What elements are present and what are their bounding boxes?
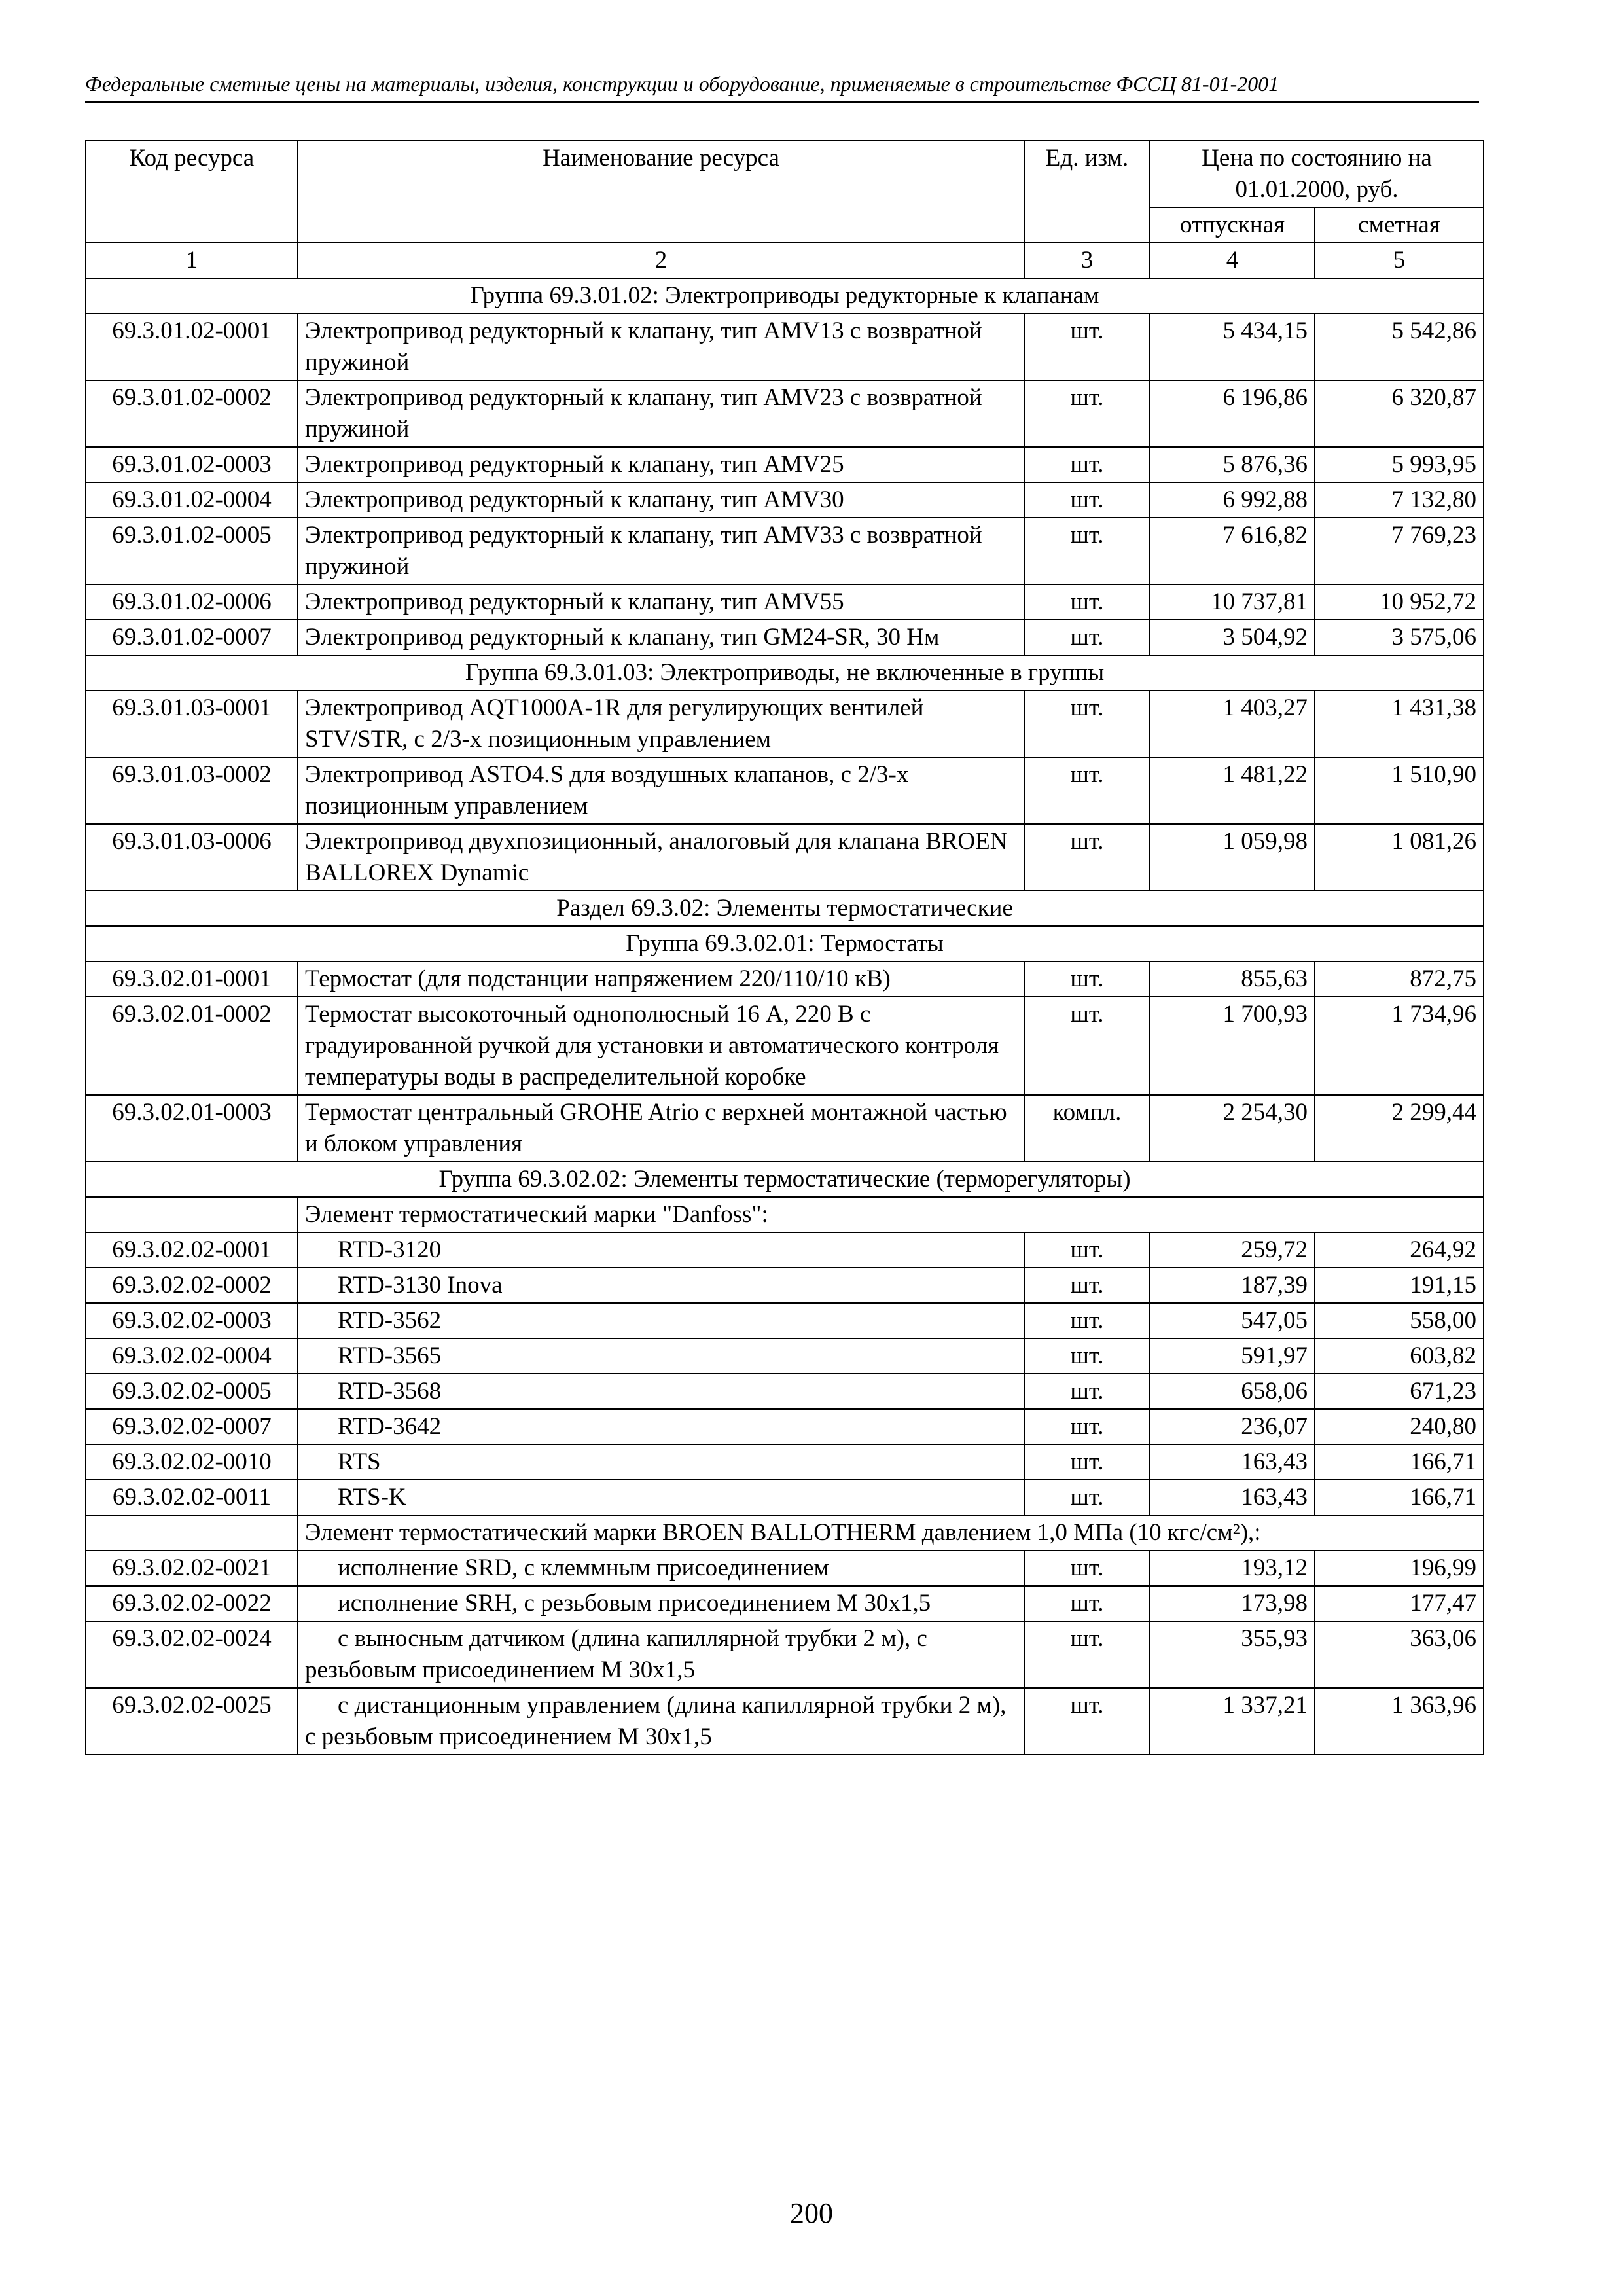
estimate-price: 2 299,44 xyxy=(1315,1095,1484,1162)
group-heading: Группа 69.3.02.01: Термостаты xyxy=(86,926,1484,961)
unit-cell: шт. xyxy=(1024,961,1150,997)
table-row xyxy=(86,824,1484,891)
estimate-price: 5 993,95 xyxy=(1315,447,1484,482)
resource-code: 69.3.02.02-0004 xyxy=(86,1338,298,1374)
unit-cell: шт. xyxy=(1024,314,1150,380)
table-row xyxy=(86,1444,1484,1480)
table-row xyxy=(86,1688,1484,1755)
subheading-row xyxy=(86,1197,1484,1232)
resource-code: 69.3.01.03-0001 xyxy=(86,691,298,757)
resource-name: Термостат (для подстанции напряжением 220/110/10 кВ) xyxy=(298,961,1024,997)
estimate-price: 1 734,96 xyxy=(1315,997,1484,1095)
unit-cell: шт. xyxy=(1024,518,1150,584)
release-price: 2 254,30 xyxy=(1150,1095,1315,1162)
resource-code: 69.3.02.01-0003 xyxy=(86,1095,298,1162)
unit-cell: шт. xyxy=(1024,447,1150,482)
group-heading: Раздел 69.3.02: Элементы термостатические xyxy=(86,891,1484,926)
empty-cell xyxy=(86,1197,298,1232)
subheading: Элемент термостатический марки "Danfoss": xyxy=(298,1197,1484,1232)
table-row xyxy=(86,1095,1484,1162)
estimate-price: 671,23 xyxy=(1315,1374,1484,1409)
resource-code: 69.3.01.02-0005 xyxy=(86,518,298,584)
estimate-price: 1 431,38 xyxy=(1315,691,1484,757)
column-header-code: Код ресурса xyxy=(86,141,298,243)
page-number: 200 xyxy=(790,2197,833,2229)
estimate-price: 166,71 xyxy=(1315,1480,1484,1515)
table-row xyxy=(86,380,1484,447)
group-heading-row xyxy=(86,278,1484,314)
release-price: 1 403,27 xyxy=(1150,691,1315,757)
estimate-price: 7 769,23 xyxy=(1315,518,1484,584)
release-price: 6 196,86 xyxy=(1150,380,1315,447)
group-heading: Группа 69.3.01.02: Электроприводы редукторные к клапанам xyxy=(86,278,1484,314)
resource-code: 69.3.01.02-0006 xyxy=(86,584,298,620)
empty-cell xyxy=(86,1515,298,1551)
table-row xyxy=(86,1621,1484,1688)
resource-code: 69.3.02.02-0007 xyxy=(86,1409,298,1444)
resource-code: 69.3.02.02-0001 xyxy=(86,1232,298,1268)
table-row xyxy=(86,961,1484,997)
column-number: 4 xyxy=(1150,243,1315,278)
release-price: 5 876,36 xyxy=(1150,447,1315,482)
table-row xyxy=(86,997,1484,1095)
resource-code: 69.3.02.01-0002 xyxy=(86,997,298,1095)
column-number: 5 xyxy=(1315,243,1484,278)
release-price: 163,43 xyxy=(1150,1444,1315,1480)
resource-code: 69.3.02.02-0021 xyxy=(86,1551,298,1586)
release-price: 173,98 xyxy=(1150,1586,1315,1621)
table-row xyxy=(86,447,1484,482)
resource-name: Электропривод ASTO4.S для воздушных клапанов, с 2/3-х позиционным управлением xyxy=(298,757,1024,824)
resource-name: RTD-3568 xyxy=(298,1374,1024,1409)
resource-name: Электропривод редукторный к клапану, тип AMV13 с возвратной пружиной xyxy=(298,314,1024,380)
release-price: 187,39 xyxy=(1150,1268,1315,1303)
release-price: 658,06 xyxy=(1150,1374,1315,1409)
release-price: 236,07 xyxy=(1150,1409,1315,1444)
unit-cell: шт. xyxy=(1024,584,1150,620)
resource-name: исполнение SRH, с резьбовым присоединением М 30х1,5 xyxy=(298,1586,1024,1621)
column-header-estimate: сметная xyxy=(1315,207,1484,243)
table-row xyxy=(86,1409,1484,1444)
unit-cell: шт. xyxy=(1024,380,1150,447)
resource-name: RTD-3120 xyxy=(298,1232,1024,1268)
resource-name: Электропривод редукторный к клапану, тип AMV30 xyxy=(298,482,1024,518)
estimate-price: 10 952,72 xyxy=(1315,584,1484,620)
table-row xyxy=(86,1551,1484,1586)
resource-code: 69.3.02.02-0025 xyxy=(86,1688,298,1755)
estimate-price: 196,99 xyxy=(1315,1551,1484,1586)
estimate-price: 1 363,96 xyxy=(1315,1688,1484,1755)
estimate-price: 191,15 xyxy=(1315,1268,1484,1303)
column-numbers-row xyxy=(86,243,1484,278)
resource-name: с выносным датчиком (длина капиллярной трубки 2 м), с резьбовым присоединением М 30х1,5 xyxy=(298,1621,1024,1688)
group-heading-row xyxy=(86,655,1484,691)
estimate-price: 558,00 xyxy=(1315,1303,1484,1338)
group-heading-row xyxy=(86,891,1484,926)
release-price: 1 481,22 xyxy=(1150,757,1315,824)
release-price: 1 059,98 xyxy=(1150,824,1315,891)
release-price: 1 700,93 xyxy=(1150,997,1315,1095)
unit-cell: шт. xyxy=(1024,1303,1150,1338)
subheading: Элемент термостатический марки BROEN BALLOTHERM давлением 1,0 МПа (10 кгс/см²),: xyxy=(298,1515,1484,1551)
table-row xyxy=(86,518,1484,584)
resource-code: 69.3.01.02-0004 xyxy=(86,482,298,518)
table-row xyxy=(86,1338,1484,1374)
resource-name: Термостат центральный GROHE Atrio с верхней монтажной частью и блоком управления xyxy=(298,1095,1024,1162)
estimate-price: 1 510,90 xyxy=(1315,757,1484,824)
group-heading: Группа 69.3.01.03: Электроприводы, не включенные в группы xyxy=(86,655,1484,691)
estimate-price: 166,71 xyxy=(1315,1444,1484,1480)
unit-cell: шт. xyxy=(1024,1444,1150,1480)
unit-cell: шт. xyxy=(1024,1551,1150,1586)
resource-name: RTD-3565 xyxy=(298,1338,1024,1374)
unit-cell: шт. xyxy=(1024,1268,1150,1303)
unit-cell: шт. xyxy=(1024,1480,1150,1515)
estimate-price: 264,92 xyxy=(1315,1232,1484,1268)
release-price: 193,12 xyxy=(1150,1551,1315,1586)
resource-name: RTS xyxy=(298,1444,1024,1480)
table-row xyxy=(86,1268,1484,1303)
group-heading-row xyxy=(86,1162,1484,1197)
table-row xyxy=(86,1232,1484,1268)
resource-code: 69.3.01.03-0006 xyxy=(86,824,298,891)
release-price: 5 434,15 xyxy=(1150,314,1315,380)
resource-code: 69.3.02.02-0010 xyxy=(86,1444,298,1480)
resource-name: Электропривод двухпозиционный, аналоговый для клапана BROEN BALLOREX Dynamic xyxy=(298,824,1024,891)
resource-code: 69.3.01.02-0002 xyxy=(86,380,298,447)
estimate-price: 872,75 xyxy=(1315,961,1484,997)
resource-code: 69.3.02.02-0022 xyxy=(86,1586,298,1621)
table-body xyxy=(86,278,1484,1755)
unit-cell: шт. xyxy=(1024,1586,1150,1621)
resource-name: исполнение SRD, с клеммным присоединением xyxy=(298,1551,1024,1586)
resource-name: RTS-K xyxy=(298,1480,1024,1515)
unit-cell: шт. xyxy=(1024,1688,1150,1755)
unit-cell: шт. xyxy=(1024,1232,1150,1268)
column-number: 3 xyxy=(1024,243,1150,278)
resource-code: 69.3.01.02-0003 xyxy=(86,447,298,482)
table-row xyxy=(86,691,1484,757)
resource-code: 69.3.02.02-0002 xyxy=(86,1268,298,1303)
release-price: 1 337,21 xyxy=(1150,1688,1315,1755)
resource-code: 69.3.02.02-0011 xyxy=(86,1480,298,1515)
estimate-price: 3 575,06 xyxy=(1315,620,1484,655)
resource-name: Электропривод AQT1000A-1R для регулирующих вентилей STV/STR, с 2/3-х позиционным управлением xyxy=(298,691,1024,757)
resource-name: Электропривод редукторный к клапану, тип AMV33 с возвратной пружиной xyxy=(298,518,1024,584)
column-header-name: Наименование ресурса xyxy=(298,141,1024,243)
unit-cell: шт. xyxy=(1024,997,1150,1095)
release-price: 6 992,88 xyxy=(1150,482,1315,518)
release-price: 163,43 xyxy=(1150,1480,1315,1515)
release-price: 10 737,81 xyxy=(1150,584,1315,620)
unit-cell: шт. xyxy=(1024,1621,1150,1688)
column-header-release: отпускная xyxy=(1150,207,1315,243)
resource-code: 69.3.02.02-0005 xyxy=(86,1374,298,1409)
resource-name: RTD-3130 Inova xyxy=(298,1268,1024,1303)
resource-name: Электропривод редукторный к клапану, тип AMV23 с возвратной пружиной xyxy=(298,380,1024,447)
table-row xyxy=(86,1480,1484,1515)
table-row xyxy=(86,757,1484,824)
resource-code: 69.3.01.02-0007 xyxy=(86,620,298,655)
table-row xyxy=(86,620,1484,655)
resource-name: RTD-3562 xyxy=(298,1303,1024,1338)
unit-cell: шт. xyxy=(1024,691,1150,757)
resource-name: Электропривод редукторный к клапану, тип GM24-SR, 30 Нм xyxy=(298,620,1024,655)
resource-name: с дистанционным управлением (длина капиллярной трубки 2 м), с резьбовым присоединением М 30х1,5 xyxy=(298,1688,1024,1755)
group-heading-row xyxy=(86,926,1484,961)
estimate-price: 7 132,80 xyxy=(1315,482,1484,518)
running-header: Федеральные сметные цены на материалы, изделия, конструкции и оборудование, применяемые в строительстве ФССЦ 81-01-2001 xyxy=(85,72,1479,103)
estimate-price: 363,06 xyxy=(1315,1621,1484,1688)
unit-cell: шт. xyxy=(1024,1409,1150,1444)
release-price: 7 616,82 xyxy=(1150,518,1315,584)
unit-cell: компл. xyxy=(1024,1095,1150,1162)
table-row xyxy=(86,584,1484,620)
unit-cell: шт. xyxy=(1024,1374,1150,1409)
estimate-price: 5 542,86 xyxy=(1315,314,1484,380)
table-row xyxy=(86,1586,1484,1621)
unit-cell: шт. xyxy=(1024,482,1150,518)
release-price: 591,97 xyxy=(1150,1338,1315,1374)
group-heading: Группа 69.3.02.02: Элементы термостатические (терморегуляторы) xyxy=(86,1162,1484,1197)
unit-cell: шт. xyxy=(1024,620,1150,655)
resource-name: Электропривод редукторный к клапану, тип AMV25 xyxy=(298,447,1024,482)
table-row xyxy=(86,1374,1484,1409)
release-price: 355,93 xyxy=(1150,1621,1315,1688)
resource-code: 69.3.01.03-0002 xyxy=(86,757,298,824)
estimate-price: 1 081,26 xyxy=(1315,824,1484,891)
subheading-row xyxy=(86,1515,1484,1551)
resource-code: 69.3.02.01-0001 xyxy=(86,961,298,997)
estimate-price: 240,80 xyxy=(1315,1409,1484,1444)
release-price: 3 504,92 xyxy=(1150,620,1315,655)
resource-code: 69.3.02.02-0024 xyxy=(86,1621,298,1688)
release-price: 855,63 xyxy=(1150,961,1315,997)
table-row xyxy=(86,314,1484,380)
unit-cell: шт. xyxy=(1024,1338,1150,1374)
resource-name: Электропривод редукторный к клапану, тип AMV55 xyxy=(298,584,1024,620)
estimate-price: 177,47 xyxy=(1315,1586,1484,1621)
unit-cell: шт. xyxy=(1024,757,1150,824)
table-row xyxy=(86,1303,1484,1338)
column-number: 1 xyxy=(86,243,298,278)
resource-code: 69.3.01.02-0001 xyxy=(86,314,298,380)
resource-code: 69.3.02.02-0003 xyxy=(86,1303,298,1338)
resource-name: RTD-3642 xyxy=(298,1409,1024,1444)
column-header-unit: Ед. изм. xyxy=(1024,141,1150,243)
table-row xyxy=(86,482,1484,518)
unit-cell: шт. xyxy=(1024,824,1150,891)
release-price: 547,05 xyxy=(1150,1303,1315,1338)
estimate-price: 6 320,87 xyxy=(1315,380,1484,447)
price-table xyxy=(85,140,1484,1755)
column-number: 2 xyxy=(298,243,1024,278)
resource-name: Термостат высокоточный однополюсный 16 А, 220 В с градуированной ручкой для установки и автоматического контроля температуры воды в распределительной коробке xyxy=(298,997,1024,1095)
estimate-price: 603,82 xyxy=(1315,1338,1484,1374)
column-header-price: Цена по состоянию на 01.01.2000, руб. xyxy=(1150,141,1484,207)
release-price: 259,72 xyxy=(1150,1232,1315,1268)
